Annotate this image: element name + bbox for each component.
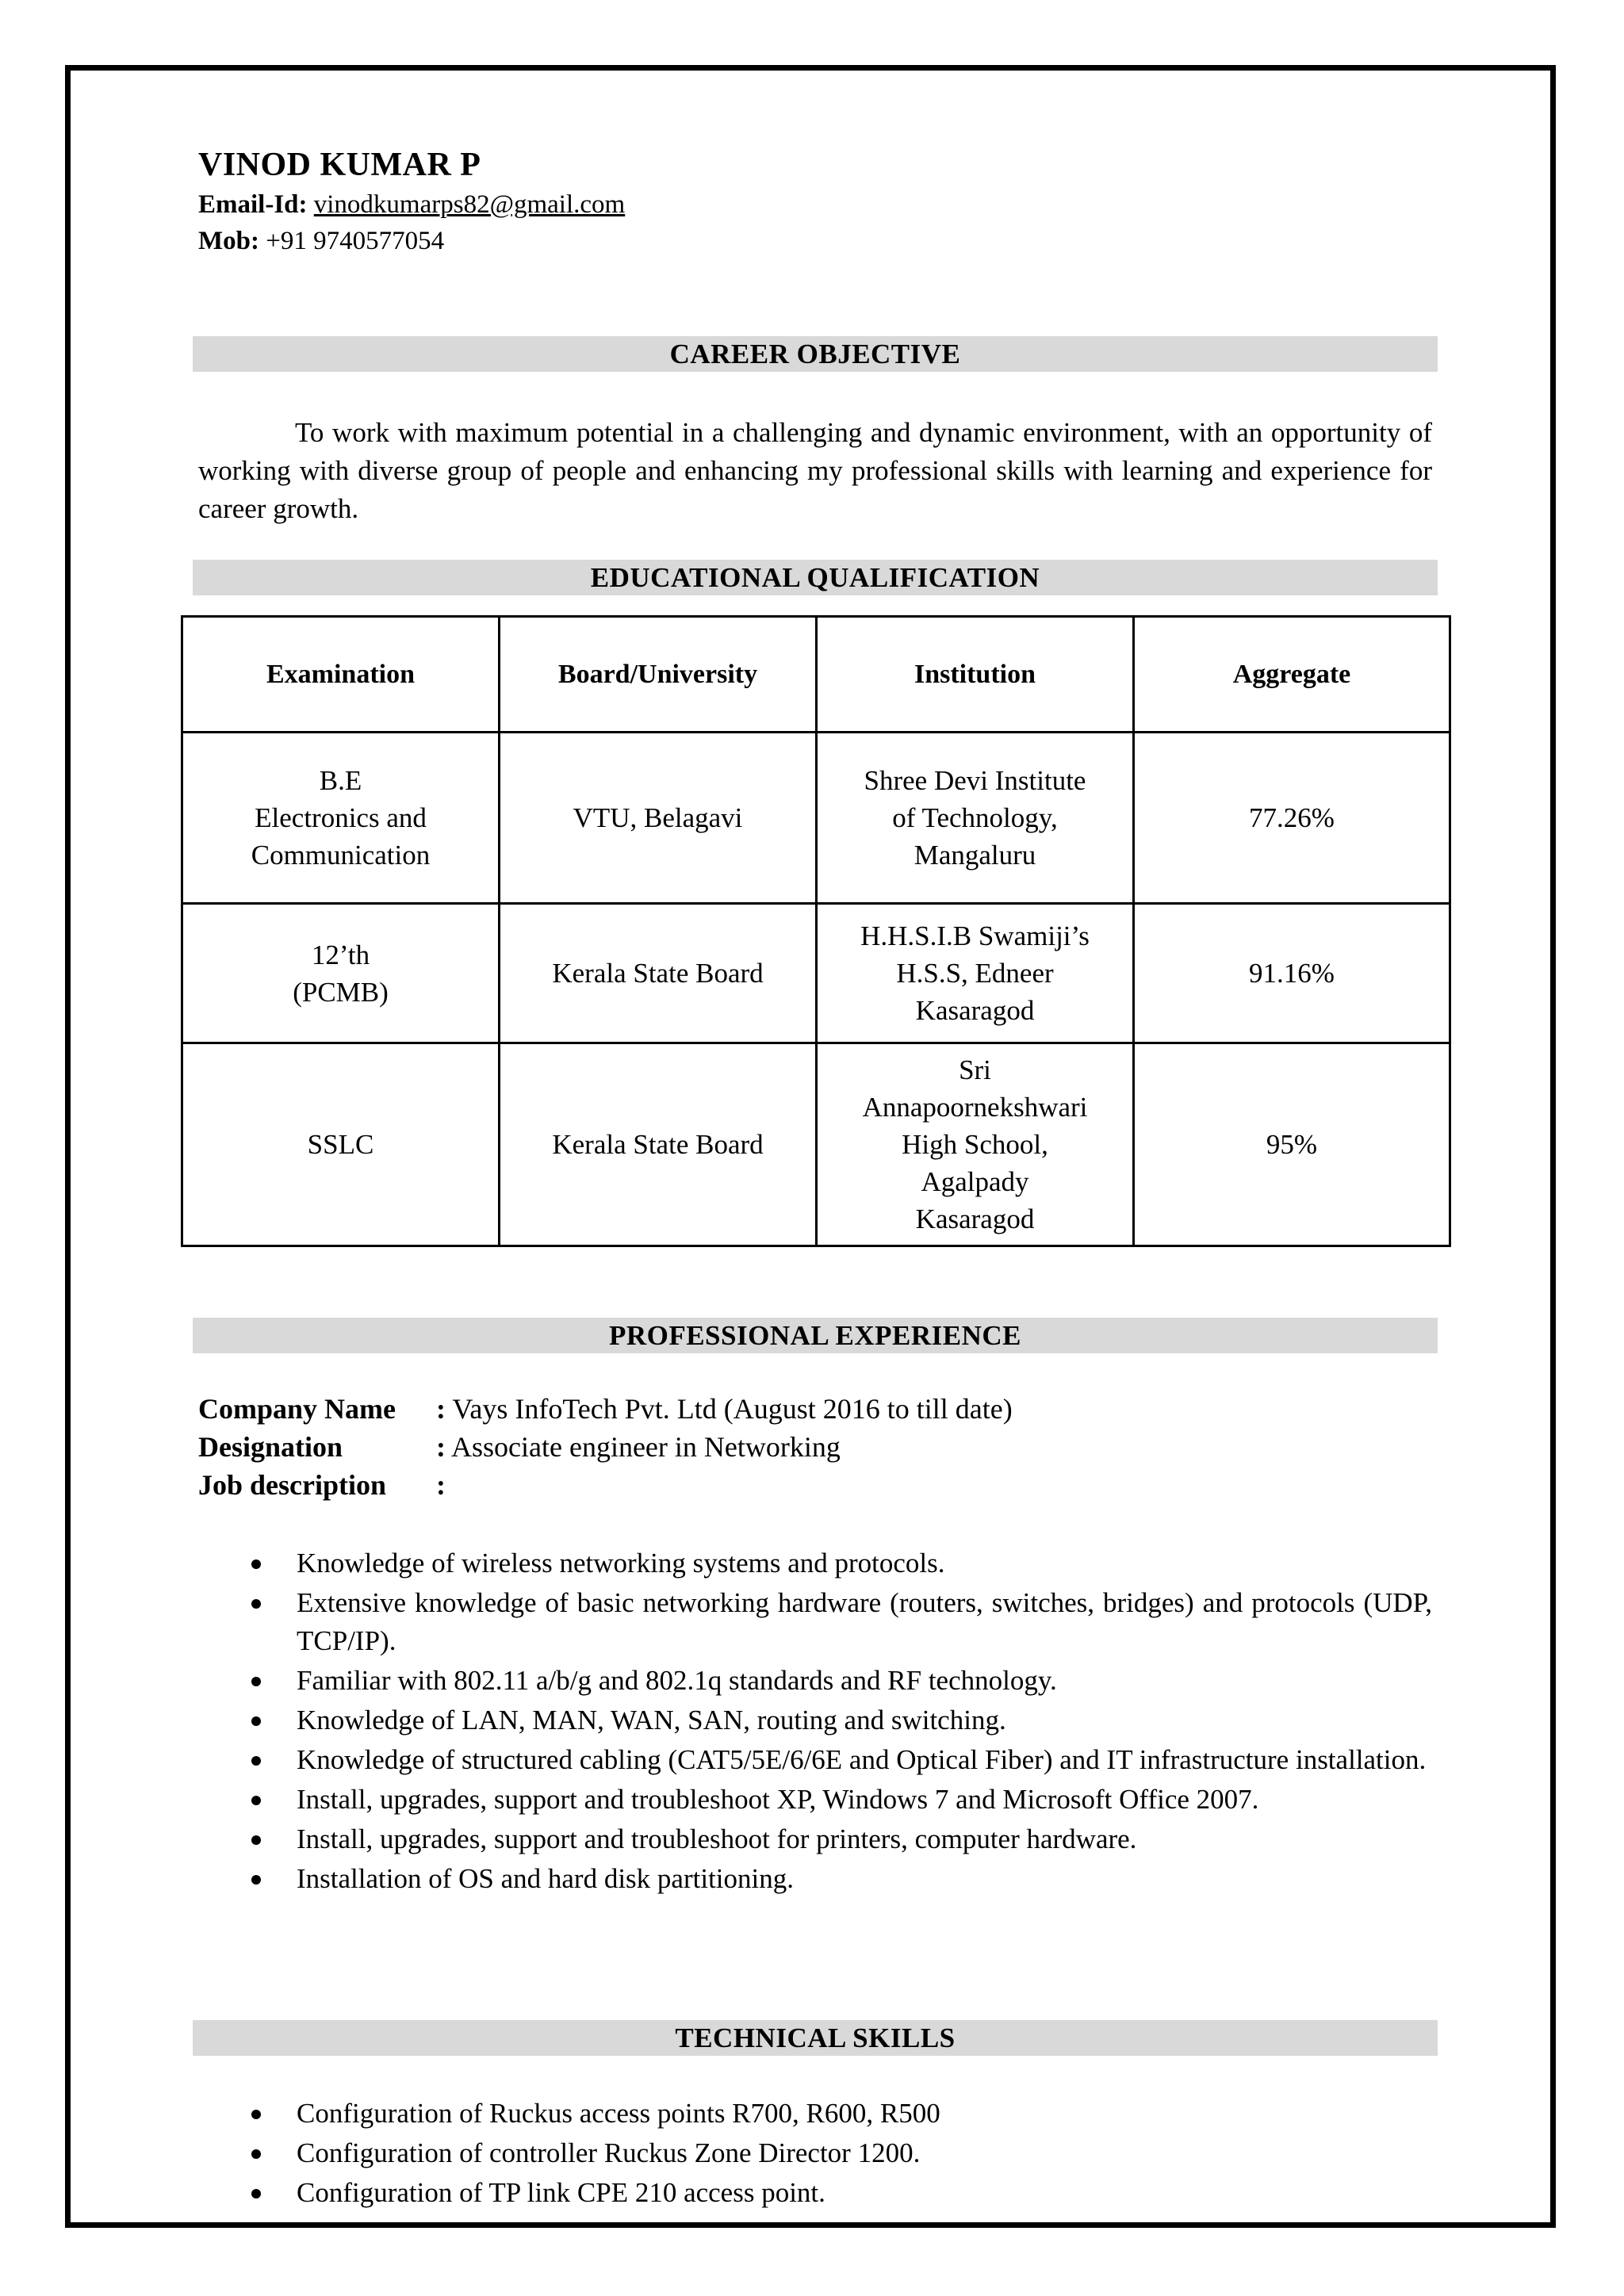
list-item: Configuration of TP link CPE 210 access point. [198, 2174, 1432, 2212]
list-item: Installation of OS and hard disk partitioning. [198, 1860, 1432, 1898]
column-header: Aggregate [1134, 617, 1450, 733]
job-description-row: Job description : [198, 1469, 446, 1501]
list-item: Knowledge of structured cabling (CAT5/5E/6/6E and Optical Fiber) and IT infrastructure installation. [198, 1741, 1432, 1779]
column-header: Board/University [500, 617, 817, 733]
table-row [182, 733, 1450, 904]
designation-label: Designation [198, 1431, 343, 1463]
board-cell: VTU, Belagavi [500, 733, 817, 904]
table-row [182, 1043, 1450, 1246]
institution-cell: Shree Devi Institute of Technology, Mangaluru [817, 733, 1134, 904]
designation-value: Associate engineer in Networking [451, 1431, 841, 1463]
aggregate-cell: 95% [1134, 1043, 1450, 1246]
education-table [181, 615, 1451, 1247]
technical-skills-list [198, 2095, 1432, 2214]
career-objective-heading: CAREER OBJECTIVE [193, 336, 1438, 372]
technical-skills-heading: TECHNICAL SKILLS [193, 2020, 1438, 2056]
email-label: Email-Id: [198, 190, 308, 219]
job-duties-list [198, 1544, 1432, 1900]
list-item: Configuration of controller Ruckus Zone Director 1200. [198, 2134, 1432, 2172]
education-heading: EDUCATIONAL QUALIFICATION [193, 560, 1438, 595]
list-item: Configuration of Ruckus access points R700, R600, R500 [198, 2095, 1432, 2133]
mobile-line [198, 227, 444, 256]
email-link[interactable]: vinodkumarps82@gmail.com [313, 190, 626, 219]
examination-cell: 12’th (PCMB) [182, 904, 500, 1043]
company-row: Company Name : Vays InfoTech Pvt. Ltd (August 2016 to till date) [198, 1393, 1013, 1425]
examination-cell: B.E Electronics and Communication [182, 733, 500, 904]
list-item: Familiar with 802.11 a/b/g and 802.1q standards and RF technology. [198, 1662, 1432, 1700]
aggregate-cell: 77.26% [1134, 733, 1450, 904]
company-value: Vays InfoTech Pvt. Ltd (August 2016 to till date) [452, 1393, 1013, 1425]
candidate-name: VINOD KUMAR P [198, 147, 481, 183]
job-description-label: Job description [198, 1469, 387, 1501]
examination-cell: SSLC [182, 1043, 500, 1246]
institution-cell: Sri Annapoornekshwari High School, Agalpady Kasaragod [817, 1043, 1134, 1246]
list-item: Extensive knowledge of basic networking hardware (routers, switches, bridges) and protocols (UDP, TCP/IP). [198, 1584, 1432, 1660]
experience-heading: PROFESSIONAL EXPERIENCE [193, 1318, 1438, 1353]
career-objective-text: To work with maximum potential in a challenging and dynamic environment, with an opportunity of working with diverse group of people and enhancing my professional skills with learning and experience for career growth. [198, 417, 1432, 524]
company-label: Company Name [198, 1393, 396, 1425]
list-item: Knowledge of wireless networking systems and protocols. [198, 1544, 1432, 1582]
board-cell: Kerala State Board [500, 904, 817, 1043]
table-row [182, 904, 1450, 1043]
column-header: Examination [182, 617, 500, 733]
institution-cell: H.H.S.I.B Swamiji’s H.S.S, Edneer Kasaragod [817, 904, 1134, 1043]
designation-row: Designation : Associate engineer in Networking [198, 1431, 841, 1463]
board-cell: Kerala State Board [500, 1043, 817, 1246]
column-header: Institution [817, 617, 1134, 733]
list-item: Install, upgrades, support and troubleshoot XP, Windows 7 and Microsoft Office 2007. [198, 1781, 1432, 1819]
list-item: Knowledge of LAN, MAN, WAN, SAN, routing and switching. [198, 1701, 1432, 1739]
aggregate-cell: 91.16% [1134, 904, 1450, 1043]
table-header-row [182, 617, 1450, 733]
list-item: Install, upgrades, support and troubleshoot for printers, computer hardware. [198, 1820, 1432, 1858]
email-line [198, 190, 625, 220]
mobile-number: +91 9740577054 [266, 227, 445, 255]
mobile-label: Mob: [198, 227, 259, 255]
